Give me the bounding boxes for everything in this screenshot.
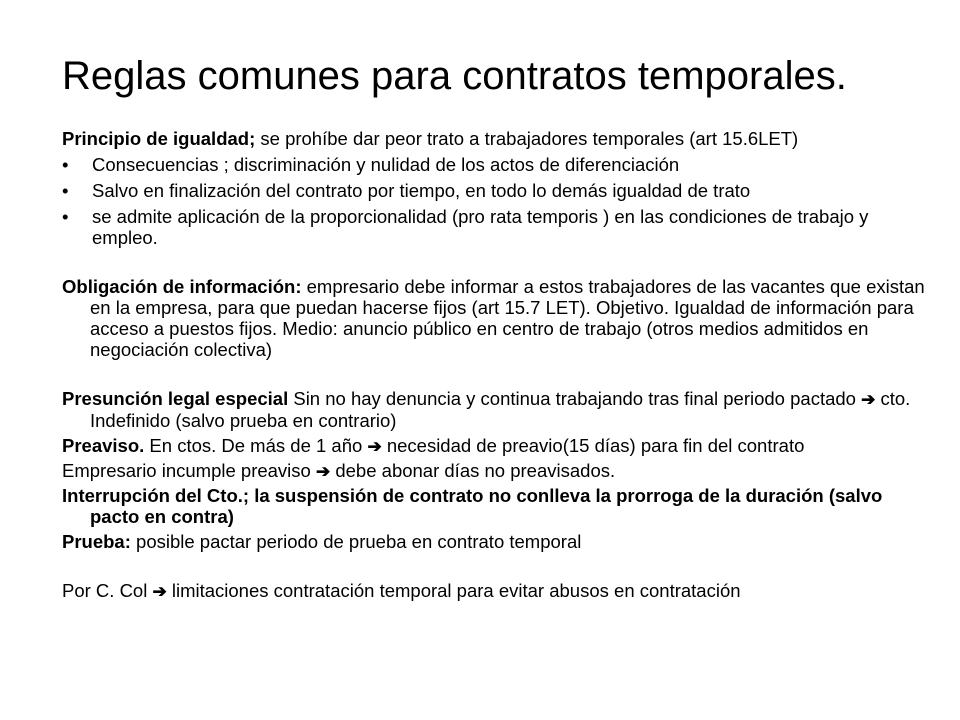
- preaviso-text-b: necesidad de preavio(15 días) para fin del contrato: [381, 435, 805, 456]
- convenio-text-a: Por C. Col: [62, 580, 153, 601]
- paragraph-presuncion: [62, 388, 932, 431]
- bullet-text: Salvo en finalización del contrato por tiempo, en todo lo demás igualdad de trato: [92, 180, 751, 201]
- preaviso-heading: Preaviso.: [62, 435, 145, 456]
- prueba-text: posible pactar periodo de prueba en contrato temporal: [130, 531, 582, 552]
- informacion-heading: Obligación de información:: [62, 276, 302, 297]
- paragraph-informacion: [62, 276, 932, 360]
- convenio-text-b: limitaciones contratación temporal para evitar abusos en contratación: [166, 580, 741, 601]
- preaviso-text-a: En ctos. De más de 1 año: [144, 435, 368, 456]
- presuncion-heading: Presunción legal especial: [62, 388, 289, 409]
- slide-title: Reglas comunes para contratos temporales.: [62, 54, 847, 98]
- arrow-right-icon: ➔: [861, 390, 876, 409]
- paragraph-igualdad: [62, 128, 932, 149]
- slide-body: [62, 128, 932, 602]
- incumple-text-a: Empresario incumple preaviso: [62, 460, 316, 481]
- incumple-text-b: debe abonar días no preavisados.: [330, 460, 616, 481]
- paragraph-convenio: [62, 580, 932, 602]
- bullet-text: se admite aplicación de la proporcionalidad (pro rata temporis ) en las condiciones de trabajo y empleo.: [92, 206, 869, 248]
- paragraph-interrupcion: [62, 485, 932, 527]
- bullet-icon: •: [62, 206, 69, 227]
- interrupcion-heading: Interrupción del Cto.;: [62, 485, 250, 506]
- prueba-heading: Prueba:: [62, 531, 131, 552]
- bullet-item: [62, 206, 932, 248]
- igualdad-heading: Principio de igualdad;: [62, 128, 256, 149]
- presuncion-text-a: Sin no hay denuncia y continua trabajando tras final periodo pactado: [288, 388, 862, 409]
- bullet-text: Consecuencias ; discriminación y nulidad de los actos de diferenciación: [92, 154, 680, 175]
- paragraph-preaviso: [62, 435, 932, 457]
- presuncion-text-b: cto. Indefinido (salvo prueba en contrario): [90, 388, 911, 431]
- informacion-text: empresario debe informar a estos trabajadores de las vacantes que existan en la empresa, para que puedan hacerse fijos (art 15.7 LET). Objetivo. Igualdad de información para acceso a puestos fijos. Medio: anuncio público en centro de trabajo (otros medios admitidos en negociación colectiva): [90, 276, 925, 360]
- interrupcion-text: la suspensión de contrato no conlleva la prorroga de la duración (salvo pacto en contra): [90, 485, 883, 527]
- bullet-item: [62, 180, 932, 201]
- arrow-right-icon: ➔: [367, 437, 382, 456]
- bullet-icon: •: [62, 180, 69, 201]
- paragraph-prueba: [62, 531, 932, 552]
- igualdad-text: se prohíbe dar peor trato a trabajadores temporales (art 15.6LET): [255, 128, 799, 149]
- arrow-right-icon: ➔: [152, 582, 167, 601]
- bullet-item: [62, 154, 932, 175]
- arrow-right-icon: ➔: [315, 462, 331, 481]
- paragraph-incumple: [62, 460, 932, 482]
- bullet-icon: •: [62, 154, 69, 175]
